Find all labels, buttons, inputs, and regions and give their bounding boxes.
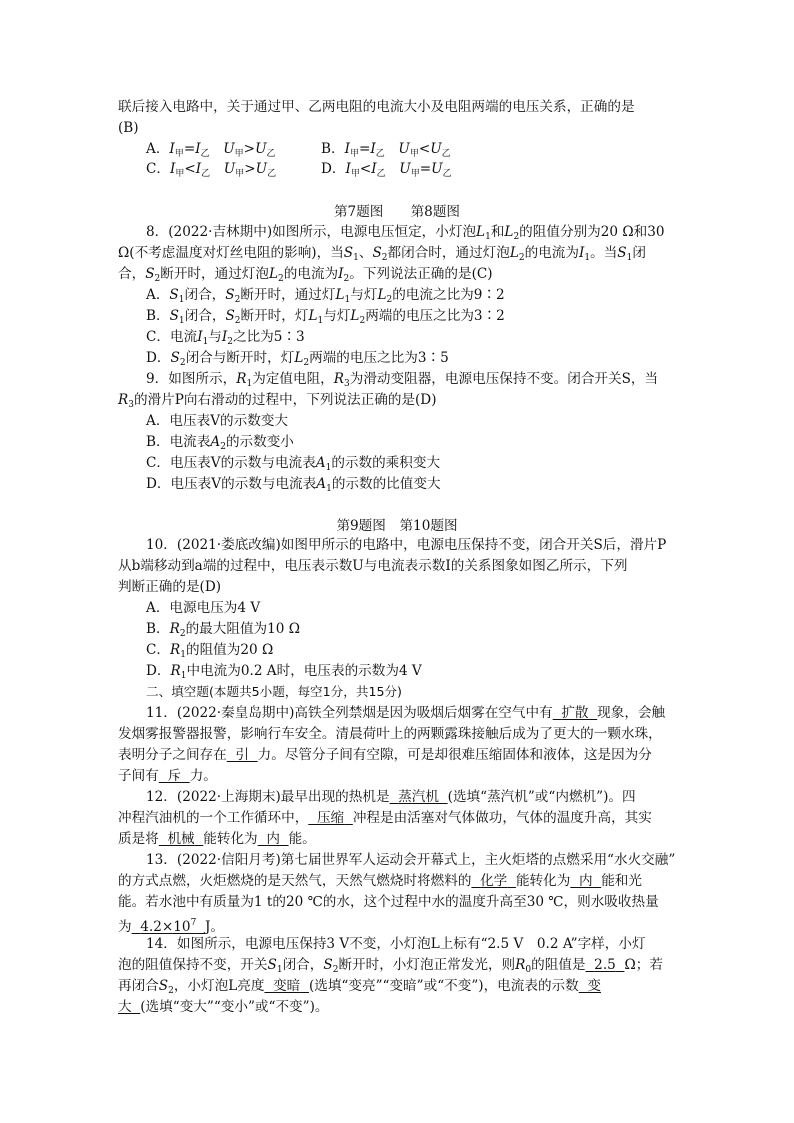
figure-caption-7-8: 第7题图 第8题图	[333, 204, 461, 220]
q11-text: 11．(2022·秦皇岛期中)高铁全列禁烟是因为吸烟后烟雾在空气中有	[146, 705, 553, 721]
q8-option-b: B．$S_1$闭合，$S_2$断开时，灯$L_1$与灯$L_2$两端的电压之比为3∶2	[146, 308, 505, 326]
q11-text: 子间有	[118, 768, 159, 784]
q10-option-d: D．$R_1$中电流为0.2 A时，电压表的示数为4 V	[146, 663, 422, 681]
q14-line4	[118, 997, 329, 1017]
q14-text: 泡的阻值保持不变，开关$S_1$闭合，$S_2$断开时，小灯泡正常发光，则$R_0$的阻值是	[118, 957, 586, 975]
section-heading-fill-in: 二、填空题(本题共5小题，每空1分，共15分)	[146, 684, 402, 699]
q8-option-d: D．$S_2$闭合与断开时，灯$L_2$两端的电压之比为3∶5	[146, 350, 449, 368]
q13-answer-1: 化学	[480, 873, 508, 889]
q14-text: (选填“变亮”“变暗”或“不变”)，电流表的示数	[308, 978, 579, 994]
q8-option-a: A．$S_1$闭合，$S_2$断开时，通过灯$L_1$与灯$L_2$的电流之比为9∶2	[146, 287, 505, 305]
q12-text: 质是将	[118, 831, 159, 847]
q6-answer: (B)	[118, 120, 139, 136]
q11-text: 表明分子之间存在	[118, 747, 227, 763]
q12-answer-4: 内	[266, 831, 280, 847]
q6-option-b: B．$I_甲=I_乙$ $U_甲<U_乙$	[321, 141, 451, 159]
q10-option-c: C．$R_1$的阻值为20 Ω	[146, 642, 274, 660]
q9-option-d: D．电压表V的示数与电流表$A_1$的示数的比值变大	[146, 476, 441, 494]
figure-caption-9-10: 第9题图 第10题图	[336, 518, 458, 534]
q11-answer-2: 引	[235, 747, 249, 763]
q12-text: 冲程汽油机的一个工作循环中，	[118, 810, 309, 826]
q13-text: 能和光	[601, 873, 642, 889]
q13-line2	[118, 871, 642, 891]
q11-text: 力。	[189, 768, 217, 784]
q14-answer-3a: 变	[587, 978, 601, 994]
q14-text: Ω；若	[624, 957, 663, 973]
q8-option-c: C．电流$I_1$与$I_2$之比为5∶3	[146, 329, 305, 347]
q12-answer-1: 蒸汽机	[398, 789, 439, 805]
q13-line1: 13．(2022·信阳月考)第七届世界军人运动会开幕式上，主火炬塔的点燃采用“水火交融”	[146, 852, 676, 868]
q13-answer-2: 内	[578, 873, 593, 889]
q12-text: 能。	[288, 831, 316, 847]
q13-text: 能转化为	[515, 873, 571, 889]
q11-text: 现象，会触	[597, 705, 666, 721]
q9-option-c: C．电压表V的示数与电流表$A_1$的示数的乘积变大	[146, 455, 441, 473]
q9-option-a: A．电压表V的示数变大	[146, 413, 288, 429]
q11-line2: 发烟雾报警器报警，影响行车安全。清晨荷叶上的两颗露珠接触后成为了更大的一颗水珠，	[118, 726, 662, 742]
q6-option-a: A．$I_甲=I_乙$ $U_甲>U_乙$	[146, 141, 276, 159]
q13-text: 为	[118, 919, 132, 935]
q11-line1	[146, 703, 665, 723]
q14-answer-1: 2.5	[594, 957, 616, 973]
q10-stem-line2: 从b端移动到a端的过程中，电压表示数U与电流表示数I的关系图象如图乙所示，下列	[118, 558, 628, 574]
q10-option-b: B．$R_2$的最大阻值为10 Ω	[146, 621, 301, 639]
q10-stem-line3: 判断正确的是(D)	[118, 579, 222, 595]
q13-text: J。	[204, 919, 224, 935]
q12-text: 冲程是由活塞对气体做功，气体的温度升高，其实	[352, 810, 652, 826]
q6-option-c: C．$I_甲<I_乙$ $U_甲>U_乙$	[146, 161, 277, 179]
q13-answer-3: $4.2\times 10^7$	[140, 918, 197, 935]
q12-line1	[146, 787, 636, 807]
q14-line1: 14．如图所示，电源电压保持3 V不变，小灯泡L上标有“2.5 V 0.2 A”字样，小灯	[146, 936, 646, 952]
q8-stem-line3: 合，$S_2$断开时，通过灯泡$L_2$的电流为$I_2$。下列说法正确的是(C)	[118, 266, 493, 284]
q14-answer-2: 变暗	[273, 978, 301, 994]
q9-stem-line2: $R_3$的滑片P向右滑动的过程中，下列说法正确的是(D)	[118, 392, 437, 410]
q8-stem-line1: 8．(2022·吉林期中)如图所示，电源电压恒定，小灯泡$L_1$和$L_2$的阻值分别为20 Ω和30	[146, 224, 665, 242]
q11-answer-1: 扩散	[561, 705, 589, 721]
q8-stem-line2: Ω(不考虑温度对灯丝电阻的影响)，当$S_1$、$S_2$都闭合时，通过灯泡$L_2$的电流为$I_1$。当$S_1$闭	[118, 245, 646, 263]
q11-line4	[118, 766, 217, 786]
q12-answer-3: 机械	[167, 831, 195, 847]
q11-answer-3: 斥	[167, 768, 182, 784]
q14-answer-3b: 大	[118, 999, 132, 1015]
q14-text: (选填“变大”“变小”或“不变”)。	[140, 999, 329, 1015]
q10-option-a: A．电源电压为4 V	[146, 600, 261, 616]
q9-option-b: B．电流表$A_2$的示数变小	[146, 434, 294, 452]
q10-stem-line1: 10．(2021·娄底改编)如图甲所示的电路中，电源电压保持不变，闭合开关S后，滑片P	[146, 537, 667, 553]
q12-text: (选填“蒸汽机”或“内燃机”)。四	[447, 789, 636, 805]
q6-stem-line1: 联后接入电路中，关于通过甲、乙两电阻的电流大小及电阻两端的电压关系，正确的是	[118, 99, 635, 115]
q9-stem-line1: 9．如图所示，$R_1$为定值电阻，$R_3$为滑动变阻器，电源电压保持不变。闭合开关S，当	[146, 371, 659, 389]
q13-text: 的方式点燃，火炬燃烧的是天然气，天然气燃烧时将燃料的	[118, 873, 472, 889]
q12-text: 能转化为	[203, 831, 258, 847]
q12-line3	[118, 829, 316, 849]
q6-option-d: D．$I_甲<I_乙$ $U_甲=U_乙$	[321, 161, 452, 179]
q14-text: 再闭合$S_2$，小灯泡L亮度	[118, 978, 265, 996]
q12-line2	[118, 808, 652, 828]
q11-line3	[118, 745, 652, 765]
q11-text: 力。尽管分子间有空隙，可是却很难压缩固体和液体，这是因为分	[257, 747, 652, 763]
q12-text: 12．(2022·上海期末)最早出现的热机是	[146, 789, 390, 805]
q13-line3: 能。若水池中有质量为1 t的20 ℃的水，这个过程中水的温度升高至30 ℃，则水吸收热量	[118, 894, 659, 910]
q12-answer-2: 压缩	[316, 810, 345, 826]
